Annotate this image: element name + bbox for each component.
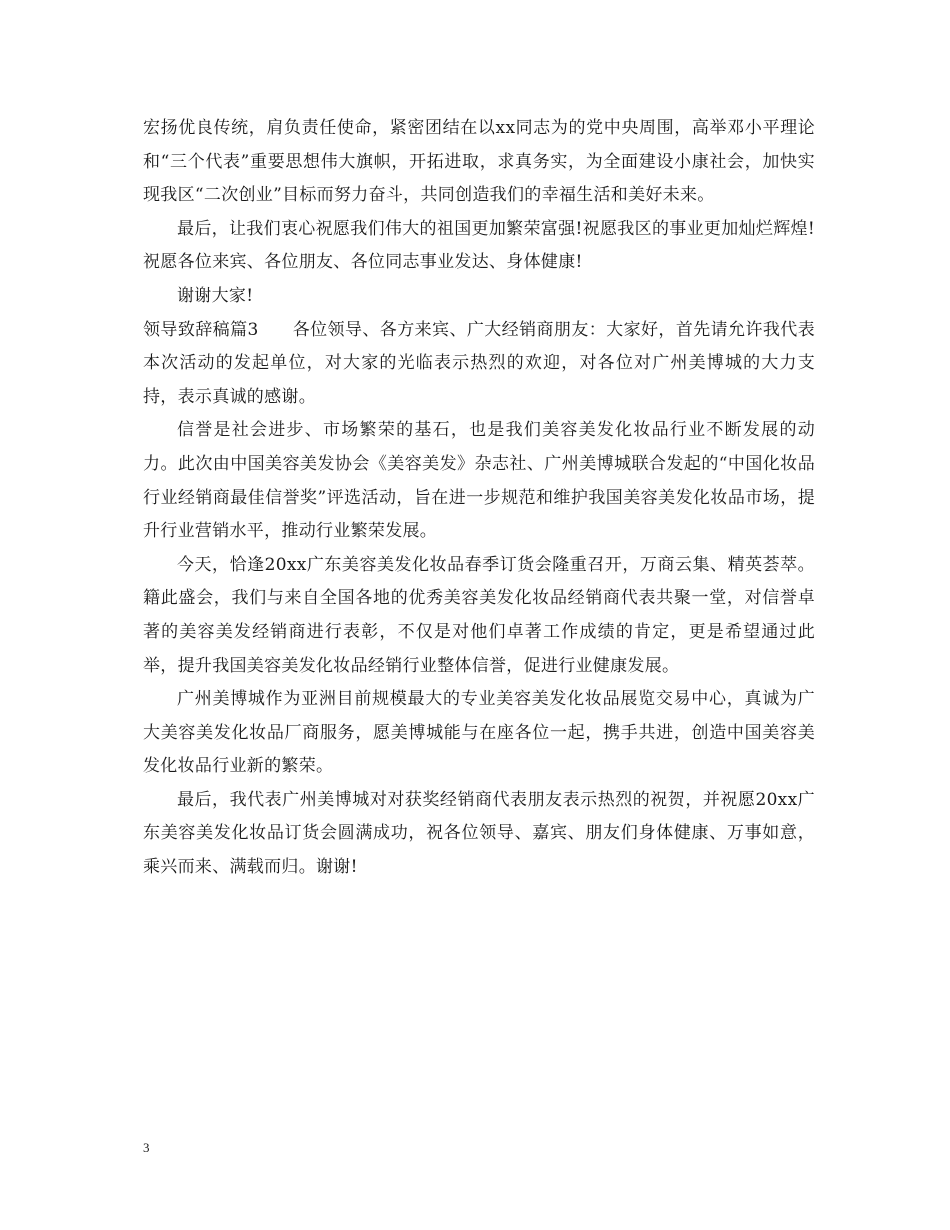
paragraph-3: 广州美博城作为亚洲目前规模最大的专业美容美发化妆品展览交易中心，真诚为广大美容美发化妆品厂商服务，愿美博城能与在座各位一起，携手共进，创造中国美容美发化妆品行业新的繁荣。 <box>143 689 815 777</box>
paragraph-closing-wish: 最后，让我们衷心祝愿我们伟大的祖国更加繁荣富强!祝愿我区的事业更加灿烂辉煌!祝愿各位来宾、各位朋友、各位同志事业发达、身体健康! <box>143 218 815 273</box>
paragraph-1: 信誉是社会进步、市场繁荣的基石，也是我们美容美发化妆品行业不断发展的动力。此次由中国美容美发协会《美容美发》杂志社、广州美博城联合发起的“中国化妆品行业经销商最佳信誉奖”评选活动，旨在进一步规范和维护我国美容美发化妆品市场，提升行业营销水平，推动行业繁荣发展。 <box>143 420 815 542</box>
page-number: 3 <box>143 1140 150 1155</box>
paragraph-2: 今天，恰逢20xx广东美容美发化妆品春季订货会隆重召开，万商云集、精英荟萃。籍此盛会，我们与来自全国各地的优秀美容美发化妆品经销商代表共聚一堂，对信誉卓著的美容美发经销商进行表彰，不仅是对他们卓著工作成绩的肯定，更是希望通过此举，提升我国美容美发化妆品经销行业整体信誉，促进行业健康发展。 <box>143 554 815 676</box>
document-body <box>143 112 815 885</box>
paragraph-continuation: 宏扬优良传统，肩负责任使命，紧密团结在以xx同志为的党中央周围，高举邓小平理论和“三个代表”重要思想伟大旗帜，开拓进取，求真务实，为全面建设小康社会，加快实现我区“二次创业”目标而努力奋斗，共同创造我们的幸福生活和美好未来。 <box>143 118 815 206</box>
section-intro: 各位领导、各方来宾、广大经销商朋友：大家好，首先请允许我代表本次活动的发起单位，对大家的光临表示热烈的欢迎，对各位对广州美博城的大力支持，表示真诚的感谢。 <box>143 319 816 407</box>
paragraph-4: 最后，我代表广州美博城对对获奖经销商代表朋友表示热烈的祝贺，并祝愿20xx广东美容美发化妆品订货会圆满成功，祝各位领导、嘉宾、朋友们身体健康、万事如意，乘兴而来、满载而归。谢谢! <box>143 789 815 878</box>
section-3 <box>143 314 815 415</box>
paragraph-thanks: 谢谢大家! <box>177 285 254 306</box>
section-title: 领导致辞稿篇3 <box>143 319 259 340</box>
